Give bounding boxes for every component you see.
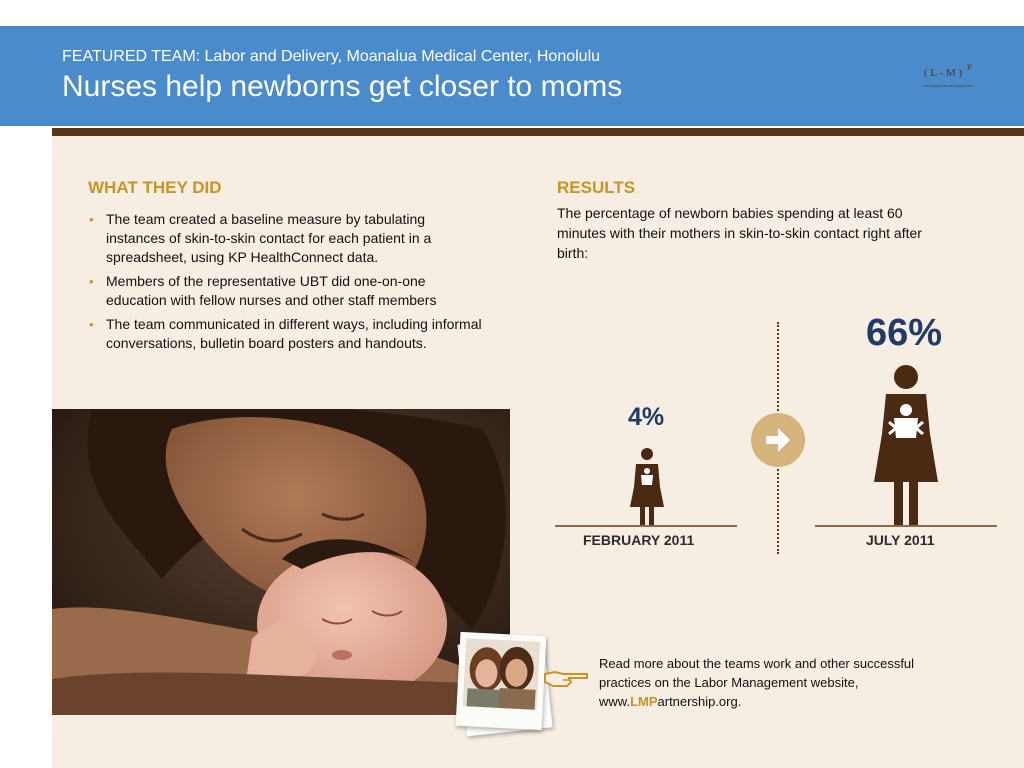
mother-newborn-photo	[52, 409, 510, 715]
after-baseline	[815, 525, 997, 527]
list-item-text: The team created a baseline measure by tabulating instances of skin-to-skin contact for each patient in a spreadsheet, using KP HealthConnect data.	[106, 211, 432, 265]
url-prefix: www.	[599, 694, 631, 709]
list-item	[88, 315, 488, 353]
logo-superscript: P	[967, 63, 972, 72]
url-suffix: artnership.org.	[657, 694, 742, 709]
what-they-did-heading: WHAT THEY DID	[88, 178, 222, 197]
url-highlight: LMP	[630, 694, 658, 709]
before-baseline	[555, 525, 737, 527]
list-item-text: The team communicated in different ways, including informal conversations, bulletin board posters and handouts.	[106, 316, 482, 351]
bullet-icon: •	[89, 212, 94, 227]
bullet-icon: •	[89, 317, 94, 332]
after-percentage: 66%	[866, 312, 943, 354]
top-margin	[0, 0, 1024, 26]
after-date-label: JULY 2011	[866, 532, 935, 548]
mother-baby-figure-small-icon	[628, 447, 666, 527]
list-item-text: Members of the representative UBT did one-on-one education with fellow nurses and other staff members	[106, 273, 437, 308]
lmp-website-link[interactable]	[599, 694, 741, 709]
mother-baby-figure-large-icon	[872, 364, 940, 526]
bullet-icon: •	[89, 274, 94, 289]
page-title: Nurses help newborns get closer to moms	[62, 70, 623, 103]
featured-team-kicker: FEATURED TEAM: Labor and Delivery, Moanalua Medical Center, Honolulu	[62, 48, 601, 65]
team-photo-polaroid	[456, 632, 547, 730]
read-more-body: Read more about the teams work and other successful practices on the Labor Management website,	[599, 656, 915, 690]
list-item	[88, 272, 488, 310]
lmp-logo	[920, 60, 976, 96]
before-date-label: FEBRUARY 2011	[583, 532, 695, 548]
list-item	[88, 210, 488, 267]
before-percentage: 4%	[628, 403, 665, 431]
arrow-right-icon	[750, 412, 806, 468]
logo-text: ( L - M )	[924, 67, 963, 79]
pointing-hand-icon	[543, 666, 589, 690]
divider-bar	[52, 128, 1024, 136]
what-they-did-list	[88, 210, 488, 358]
results-description: The percentage of newborn babies spending at least 60 minutes with their mothers in skin-to-skin contact right after birth:	[557, 205, 922, 261]
results-heading: RESULTS	[557, 178, 636, 197]
read-more-text	[599, 654, 969, 711]
